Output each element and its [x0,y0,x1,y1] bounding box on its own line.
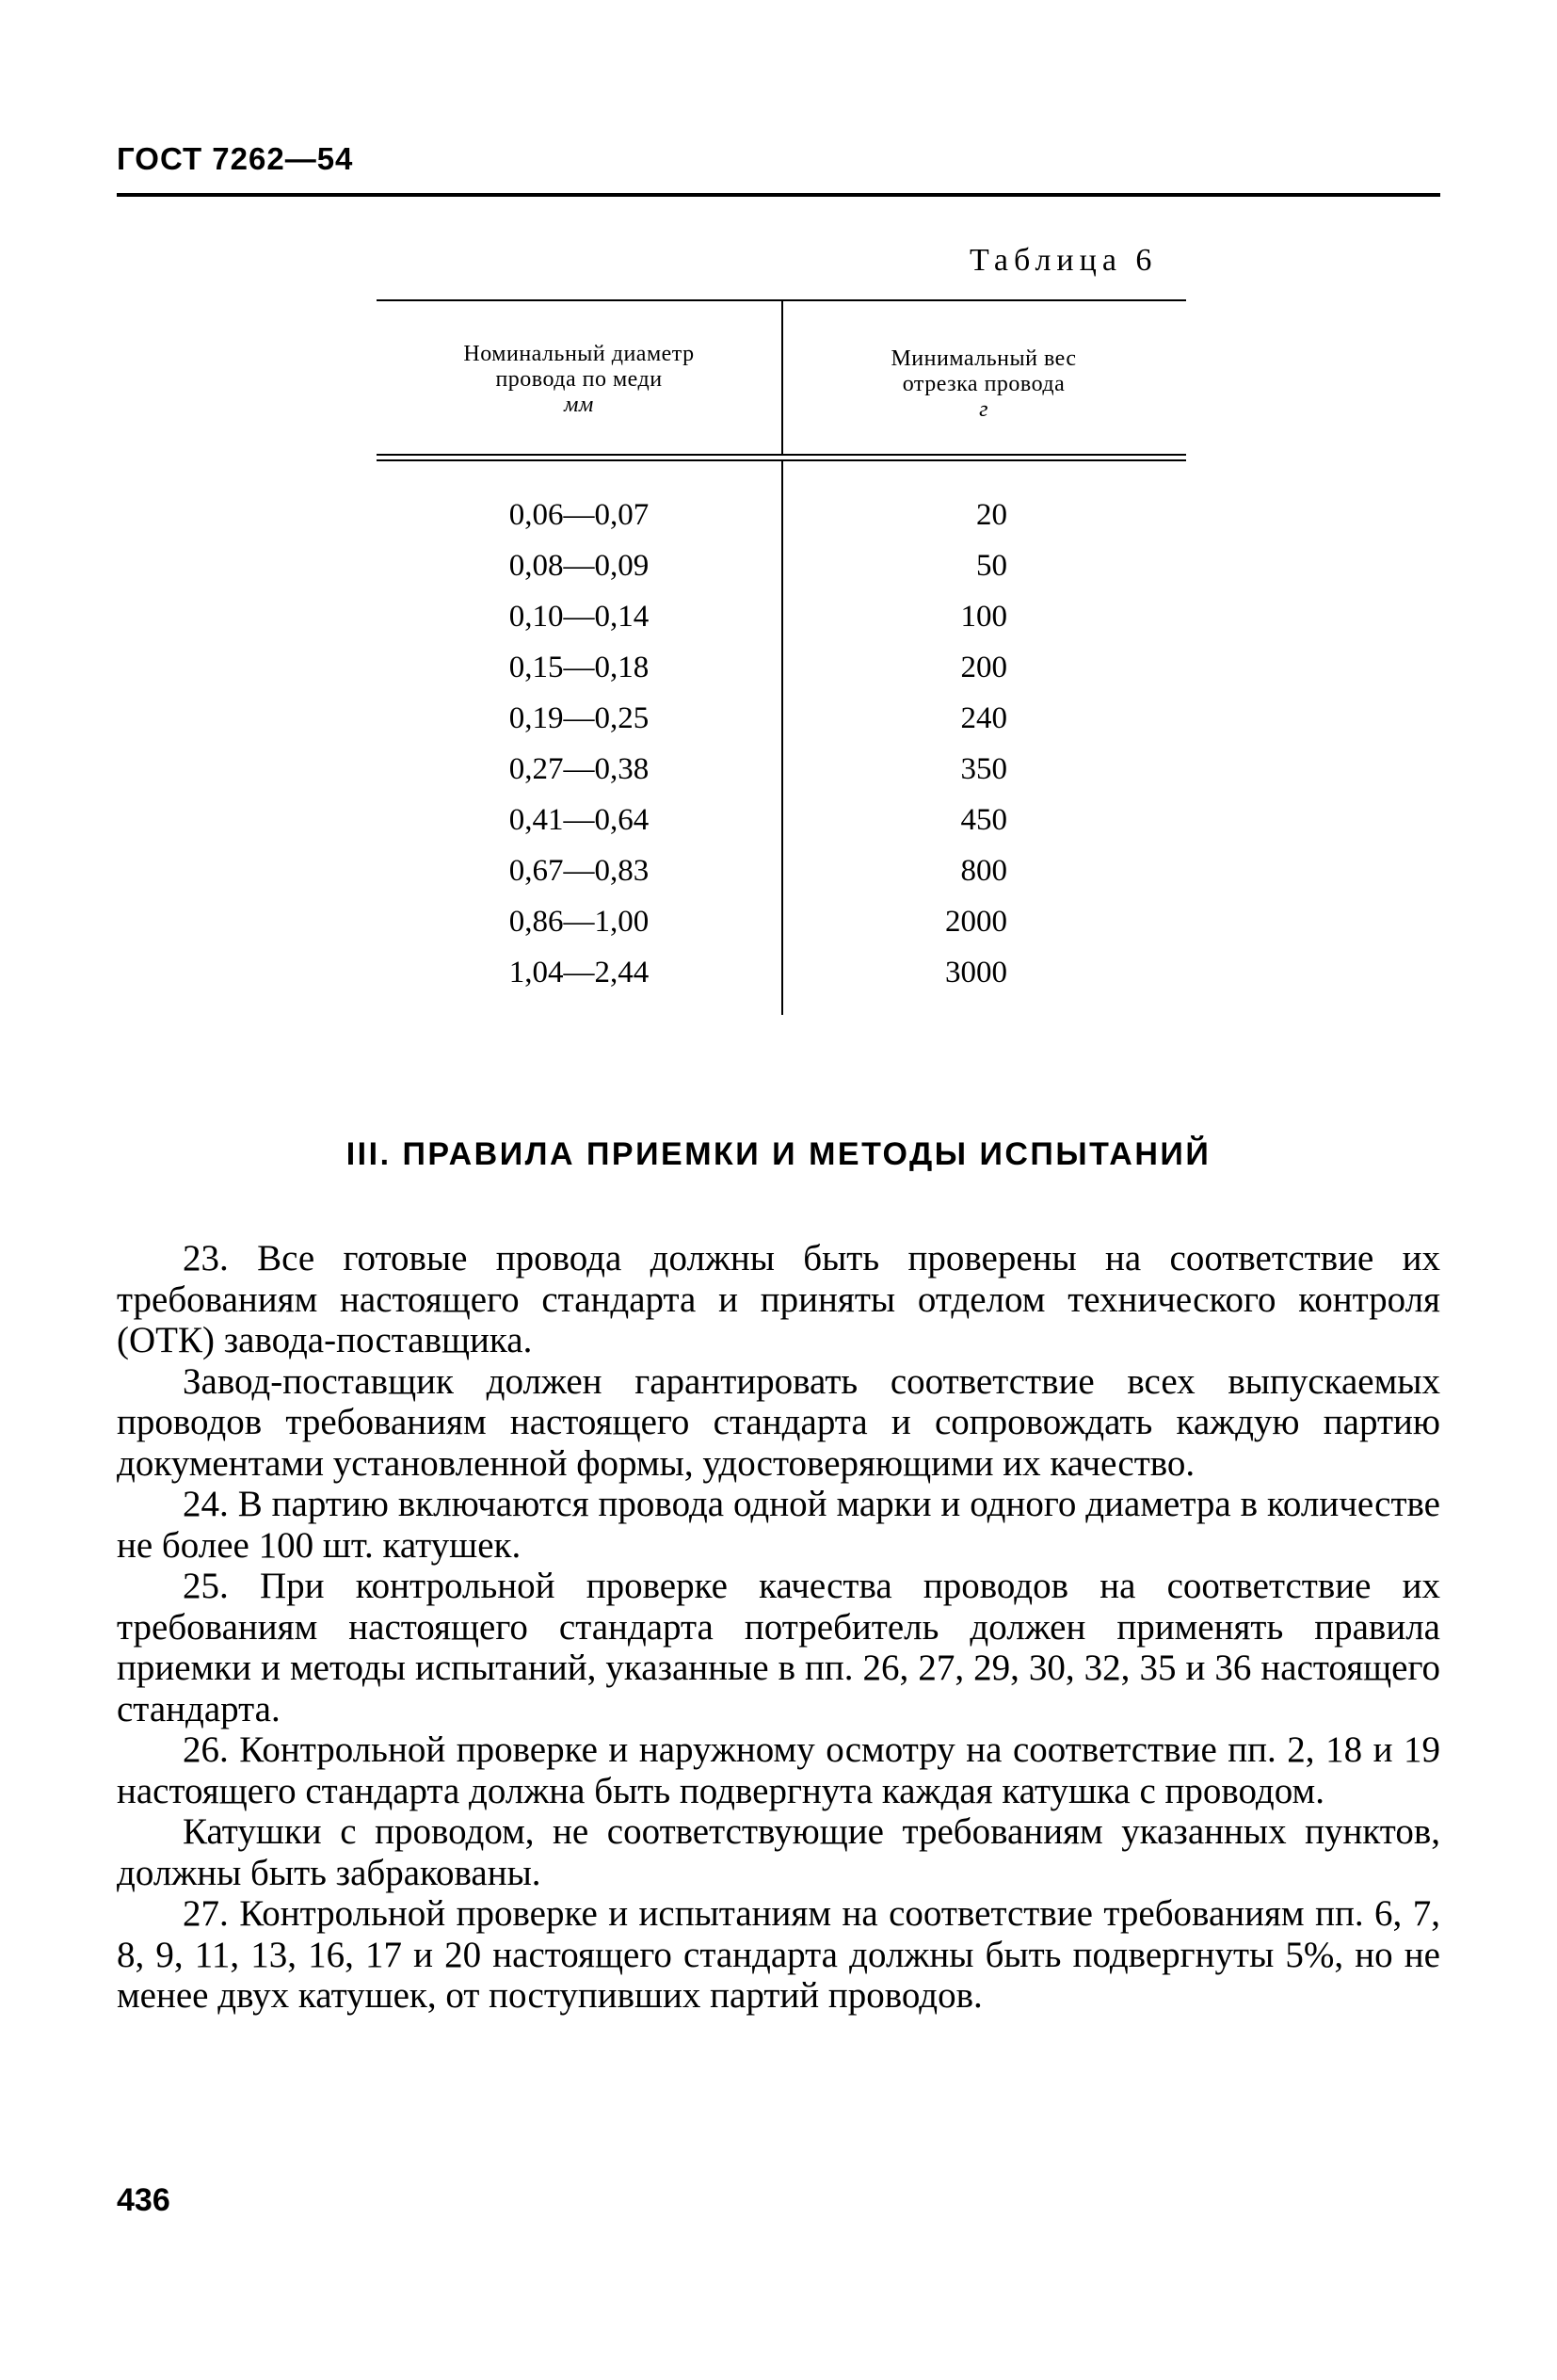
weight-cell: 100 [960,600,1007,634]
column-header-weight [781,346,1186,423]
header-bottom-rule [377,454,1186,456]
header-line: отрезка провода [902,372,1066,396]
table-caption: Таблица 6 [970,243,1158,278]
section-heading: III. ПРАВИЛА ПРИЕМКИ И МЕТОДЫ ИСПЫТАНИЙ [345,1136,1212,1172]
wire-weight-table [377,299,1186,1015]
paragraph-24: 24. В партию включаются провода одной марки и одного диаметра в количестве не более 100 шт. катушек. [117,1484,1440,1566]
diameter-cell: 0,10—0,14 [508,600,650,634]
paragraph-27: 27. Контрольной проверке и испытаниям на соответствие требованиям пп. 6, 7, 8, 9, 11, 13, 16, 17 и 20 настоящего стандарта должны быть подвергнуты 5%, но не менее двух катушек, от поступивших партий проводов. [117,1893,1440,2016]
diameter-cell: 1,04—2,44 [508,956,650,989]
weight-cell: 200 [960,651,1007,684]
diameter-cell: 0,08—0,09 [508,549,650,583]
weight-cell: 3000 [945,956,1007,989]
weight-cell: 800 [960,854,1007,888]
weight-cell: 240 [960,701,1007,735]
diameter-cell: 0,41—0,64 [508,803,650,837]
paragraph-25: 25. При контрольной проверке качества проводов на соответствие их требованиям настоящего стандарта потребитель должен применять правила приемки и методы испытаний, указанные в пп. 26, 27, 29, 30, 32, 35 и 36 настоящего стандарта. [117,1566,1440,1729]
header-line: Номинальный диаметр [463,342,695,366]
document-header: ГОСТ 7262—54 [117,141,354,176]
weight-cell: 20 [976,498,1007,532]
diameter-cell: 0,15—0,18 [508,651,650,684]
paragraph-rejection: Катушки с проводом, не соответствующие требованиям указанных пунктов, должны быть забракованы. [117,1811,1440,1893]
body-text [117,1238,1440,2017]
weight-column [781,490,1186,998]
diameter-cell: 0,06—0,07 [508,498,650,532]
diameter-cell: 0,86—1,00 [508,905,650,939]
diameter-cell: 0,67—0,83 [508,854,650,888]
header-unit: г [979,397,988,422]
diameter-cell: 0,27—0,38 [508,752,650,786]
column-header-diameter [377,342,781,418]
paragraph-supplier-guarantee: Завод-поставщик должен гарантировать соответствие всех выпускаемых проводов требованиям настоящего стандарта и сопровождать каждую партию документами установленной формы, удостоверяющими их качество. [117,1360,1440,1484]
header-unit: мм [564,393,594,417]
paragraph-23: 23. Все готовые провода должны быть проверены на соответствие их требованиям настоящего стандарта и приняты отделом технического контроля (ОТК) завода-поставщика. [117,1238,1440,1360]
diameter-cell: 0,19—0,25 [508,701,650,735]
header-line: Минимальный вес [891,346,1077,371]
header-line: провода по меди [495,367,663,392]
weight-cell: 450 [960,803,1007,837]
weight-cell: 2000 [945,905,1007,939]
weight-cell: 350 [960,752,1007,786]
page-number: 436 [117,2182,170,2218]
header-divider [117,193,1440,197]
diameter-column [377,490,781,998]
weight-cell: 50 [976,549,1007,583]
paragraph-26: 26. Контрольной проверке и наружному осмотру на соответствие пп. 2, 18 и 19 настоящего стандарта должна быть подвергнута каждая катушка с проводом. [117,1729,1440,1811]
